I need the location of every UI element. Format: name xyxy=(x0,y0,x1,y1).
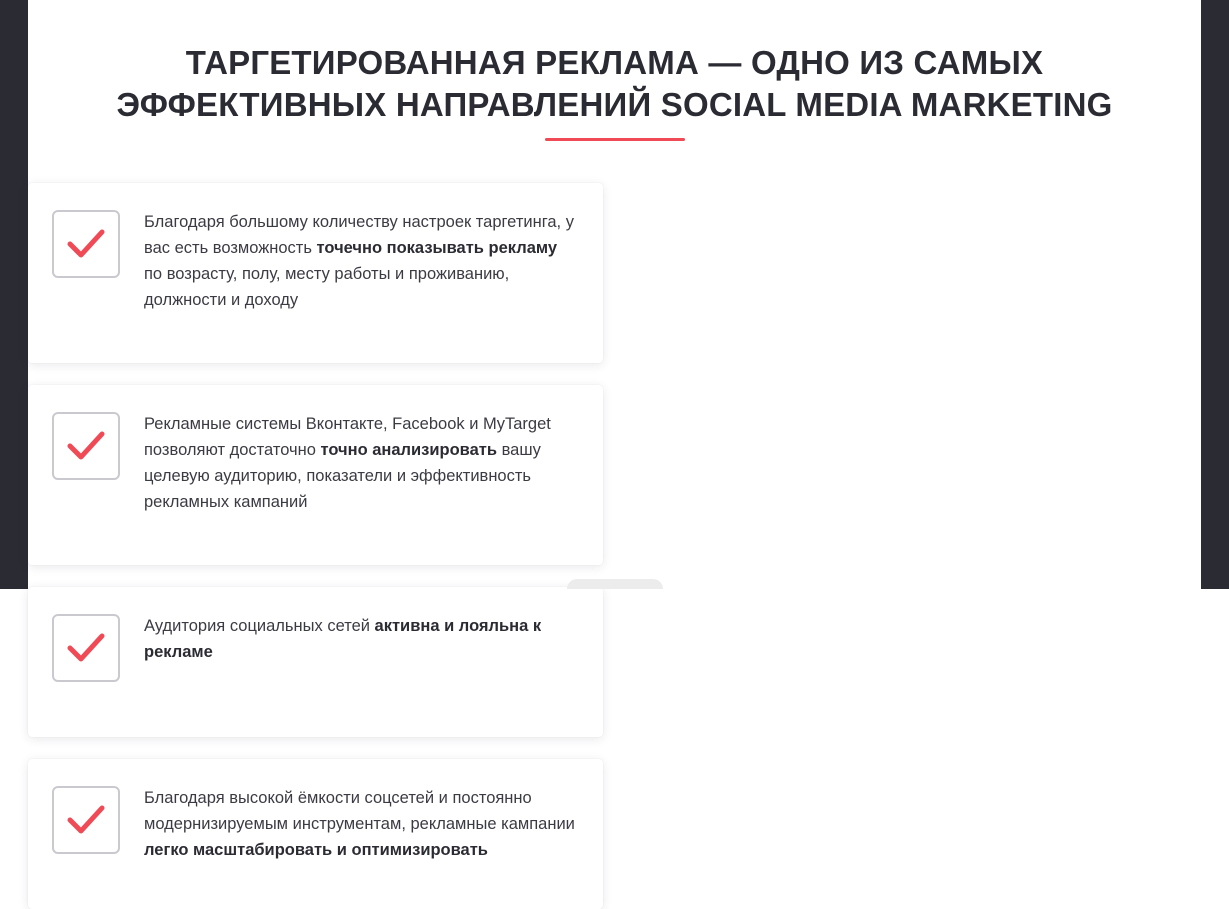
benefit-card-text: Благодаря большому количеству настроек таргетинга, у вас есть возможность точечно показывать рекламу по возрасту, полу, месту работы и проживанию, должности и доходу xyxy=(144,213,574,309)
benefits-card-grid xyxy=(28,183,1201,909)
benefit-card xyxy=(28,385,603,565)
benefit-card xyxy=(28,183,603,363)
benefit-card xyxy=(28,759,603,909)
benefit-card xyxy=(28,587,603,737)
page-title xyxy=(0,42,1229,126)
check-icon xyxy=(52,786,120,854)
check-icon xyxy=(52,614,120,682)
page-title-line-2: ЭФФЕКТИВНЫХ НАПРАВЛЕНИЙ SOCIAL MEDIA MARKETING xyxy=(116,86,1113,123)
bottom-scroll-notch xyxy=(567,579,663,589)
benefit-card-text: Аудитория социальных сетей активна и лояльна к рекламе xyxy=(144,617,542,661)
heading-underline-accent xyxy=(545,138,685,141)
page-title-line-1: ТАРГЕТИРОВАННАЯ РЕКЛАМА — ОДНО ИЗ САМЫХ xyxy=(185,44,1044,81)
section-heading xyxy=(0,42,1229,141)
check-icon xyxy=(52,412,120,480)
benefit-card-text: Рекламные системы Вконтакте, Facebook и MyTarget позволяют достаточно точно анализировать вашу целевую аудиторию, показатели и эффективность рекламных кампаний xyxy=(144,415,551,511)
check-icon xyxy=(52,210,120,278)
benefit-card-text: Благодаря высокой ёмкости соцсетей и постоянно модернизируемым инструментам, рекламные кампании легко масштабировать и оптимизировать xyxy=(144,789,575,859)
